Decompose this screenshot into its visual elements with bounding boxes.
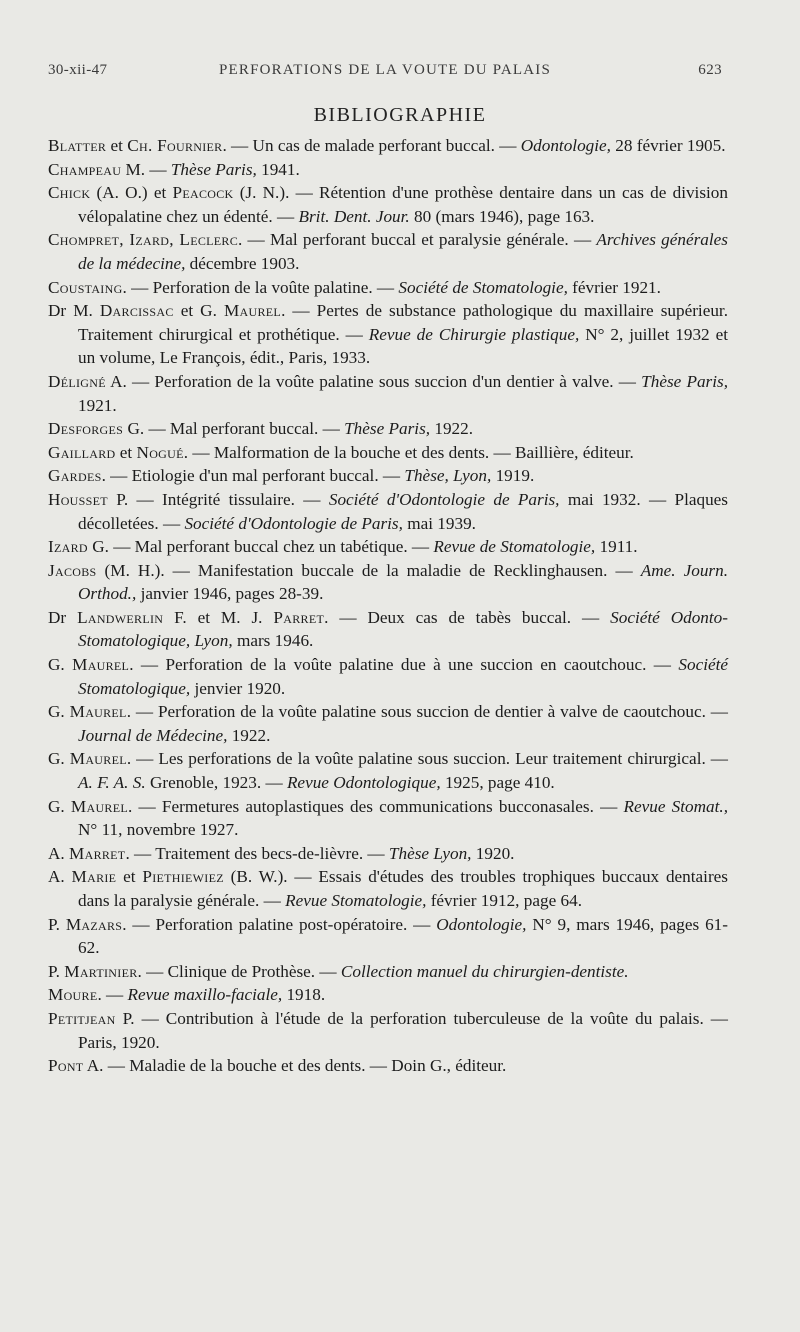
- entry-text: . — Fermetures autoplastiques des communications bucconasales. —: [128, 796, 624, 816]
- author-name: Marret: [69, 843, 126, 863]
- publication-title: Brit. Dent. Jour.: [298, 206, 410, 226]
- running-head: [48, 62, 722, 84]
- author-name: Maurel: [70, 796, 129, 816]
- author-name: Piethiewiez: [142, 867, 224, 887]
- entry-text: 1925, page 410.: [440, 773, 555, 793]
- publication-title: Thèse, Lyon,: [404, 466, 492, 486]
- entry-text: février 1921.: [567, 277, 661, 297]
- publication-title: Revue de Chirurgie plastique,: [368, 324, 580, 344]
- author-name: Pont: [48, 1056, 84, 1076]
- entry-text: A. — Maladie de la bouche et des dents. — Doin G., éditeur.: [83, 1056, 507, 1076]
- author-name: Maurel: [223, 301, 282, 321]
- entry-text: F. et M. J.: [163, 607, 274, 627]
- bibliography-entry: [48, 559, 728, 606]
- entry-text: (B. W.). — Essais d'études des troubles trophiques buccaux dentaires dans la paralysie générale. —: [78, 867, 728, 910]
- entry-text: G. — Mal perforant buccal. —: [123, 419, 345, 439]
- author-name: Jacobs: [48, 560, 97, 580]
- bibliography-entry: [48, 417, 728, 441]
- entry-text: . — Un cas de malade perforant buccal. —: [222, 136, 521, 155]
- publication-title: Société Stomatologique,: [78, 655, 728, 698]
- publication-title: Revue Odontologique,: [286, 773, 441, 793]
- author-name: Parret: [273, 607, 325, 627]
- author-name: Coustaing: [48, 277, 123, 297]
- bibliography-entry: [48, 960, 728, 984]
- author-name: Maurel: [72, 655, 130, 675]
- publication-title: Odontologie,: [436, 914, 527, 934]
- author-name: Blatter: [48, 136, 107, 155]
- entry-text: Dr M.: [48, 301, 100, 321]
- bibliography-entry: [48, 747, 728, 794]
- author-name: Marie: [71, 867, 117, 887]
- publication-title: Société de Stomatologie,: [398, 277, 568, 297]
- bibliography-entry: [48, 370, 728, 417]
- entry-text: G.: [48, 749, 70, 769]
- bibliography-list: [48, 134, 728, 1078]
- entry-text: . — Perforation de la voûte palatine due à une succion en caoutchouc. —: [129, 655, 679, 675]
- entry-text: . — Malformation de la bouche et des dents. — Baillière, éditeur.: [183, 442, 634, 462]
- publication-title: Revue Stomat.,: [623, 796, 728, 816]
- author-name: Mazars: [65, 914, 123, 934]
- bibliography-entry: [48, 181, 728, 228]
- bibliography-entry: [48, 1054, 728, 1078]
- entry-text: 1911.: [595, 537, 638, 557]
- author-name: Darcissac: [99, 301, 174, 321]
- author-name: Ch. Fournier: [127, 136, 223, 155]
- entry-text: 1919.: [491, 466, 535, 486]
- entry-text: mars 1946.: [232, 631, 314, 651]
- author-name: Petitjean: [48, 1008, 116, 1028]
- entry-text: (J. N.). — Rétention d'une prothèse dentaire dans un cas de division vélopalatine chez un édenté. —: [78, 183, 728, 226]
- entry-text: janvier 1946, pages 28-39.: [136, 584, 324, 604]
- entry-text: . — Traitement des becs-de-lièvre. —: [125, 843, 389, 863]
- publication-title: Journal de Médecine,: [78, 725, 228, 745]
- header-date: 30-xii-47: [48, 62, 108, 78]
- entry-text: (A. O.) et: [90, 183, 173, 203]
- entry-text: 1922.: [430, 419, 474, 439]
- publication-title: Archives générales de la médecine,: [78, 230, 728, 273]
- entry-text: 1921.: [78, 395, 117, 415]
- bibliography-entry: [48, 795, 728, 842]
- entry-text: N° 9, mars 1946, pages 61-62.: [78, 914, 728, 958]
- entry-text: G.: [48, 796, 71, 816]
- entry-text: . —: [97, 985, 128, 1005]
- bibliography-entry: [48, 606, 728, 653]
- bibliography-entry: [48, 464, 728, 488]
- entry-text: M. —: [121, 159, 171, 179]
- entry-text: décembre 1903.: [185, 253, 300, 273]
- author-name: Moure: [48, 985, 98, 1005]
- entry-text: N° 11, novembre 1927.: [78, 820, 239, 840]
- publication-title: Revue maxillo-faciale,: [127, 985, 283, 1005]
- entry-text: et: [115, 442, 137, 462]
- publication-title: A. F. A. S.: [78, 773, 146, 793]
- publication-title: Thèse Paris,: [344, 419, 431, 439]
- entry-text: Dr: [48, 607, 78, 627]
- author-name: Gardes: [48, 466, 102, 486]
- bibliography-entry: [48, 488, 728, 535]
- bibliography-entry: [48, 700, 728, 747]
- bibliography-entry: [48, 1007, 728, 1054]
- entry-text: A.: [48, 867, 72, 887]
- entry-text: 1918.: [282, 985, 326, 1005]
- publication-title: Société d'Odontologie de Paris,: [184, 513, 403, 533]
- entry-text: P. — Contribution à l'étude de la perforation tuberculeuse de la voûte du palais. — Paris, 1920.: [78, 1008, 728, 1052]
- entry-text: (M. H.). — Manifestation buccale de la maladie de Recklinghausen. —: [96, 560, 641, 580]
- publication-title: Thèse Lyon,: [388, 843, 472, 863]
- entry-text: . — Perforation de la voûte palatine sous succion de dentier à valve de caoutchouc. —: [126, 702, 728, 722]
- entry-text: P.: [48, 914, 66, 934]
- entry-text: 1941.: [256, 159, 300, 179]
- author-name: Chompret, Izard, Leclerc: [48, 230, 238, 250]
- author-name: Champeau: [48, 159, 122, 179]
- bibliography-entry: [48, 134, 728, 158]
- bibliography-entry: [48, 158, 728, 182]
- author-name: Maurel: [69, 749, 127, 769]
- header-title: PERFORATIONS DE LA VOUTE DU PALAIS: [218, 62, 552, 78]
- author-name: Peacock: [172, 183, 234, 203]
- publication-title: Thèse Paris,: [170, 159, 257, 179]
- author-name: Chick: [48, 183, 91, 203]
- bibliography-entry: [48, 276, 728, 300]
- entry-text: A. — Perforation de la voûte palatine sous succion d'un dentier à valve. —: [105, 371, 642, 391]
- entry-text: G.: [48, 702, 70, 722]
- publication-title: Société Odonto-Stomatologique, Lyon,: [78, 607, 728, 651]
- publication-title: Société d'Odontologie de Paris,: [328, 489, 560, 509]
- entry-text: et G.: [173, 301, 224, 321]
- entry-text: mai 1939.: [402, 513, 476, 533]
- author-name: Desforges: [48, 419, 124, 439]
- entry-text: Grenoble, 1923. —: [145, 773, 287, 793]
- entry-text: P. — Intégrité tissulaire. —: [107, 489, 329, 509]
- entry-text: . — Deux cas de tabès buccal. —: [324, 607, 611, 627]
- author-name: Nogué: [136, 442, 184, 462]
- publication-title: Odontologie,: [520, 136, 611, 155]
- entry-text: jenvier 1920.: [190, 678, 286, 698]
- publication-title: Revue de Stomatologie,: [433, 537, 596, 557]
- bibliography-entry: [48, 913, 728, 960]
- entry-text: . — Perforation de la voûte palatine. —: [122, 277, 399, 297]
- entry-text: et: [106, 136, 128, 155]
- entry-text: . — Pertes de substance pathologique du maxillaire supérieur. Traitement chirurgical et prothétique. —: [78, 301, 728, 344]
- publication-title: Revue Stomatologie,: [285, 891, 427, 910]
- bibliography-entry: [48, 441, 728, 465]
- author-name: Landwerlin: [77, 607, 164, 627]
- entry-text: 1922.: [227, 725, 271, 745]
- page-number: 623: [698, 62, 722, 78]
- author-name: Gaillard: [48, 442, 116, 462]
- author-name: Maurel: [69, 702, 127, 722]
- entry-text: A.: [48, 843, 70, 863]
- author-name: Déligné: [48, 371, 106, 391]
- bibliography-entry: [48, 865, 728, 912]
- entry-text: . — Mal perforant buccal et paralysie générale. —: [238, 230, 597, 250]
- author-name: Martinier: [64, 961, 138, 981]
- entry-text: N° 2, juillet 1932 et un volume, Le François, édit., Paris, 1933.: [78, 324, 728, 368]
- entry-text: P.: [48, 961, 65, 981]
- entry-text: . — Perforation palatine post-opératoire. —: [122, 914, 437, 934]
- author-name: Housset: [48, 489, 108, 509]
- entry-text: G. — Mal perforant buccal chez un tabétique. —: [87, 537, 434, 557]
- bibliography-entry: [48, 653, 728, 700]
- bibliography-entry: [48, 842, 728, 866]
- entry-text: 80 (mars 1946), page 163.: [409, 206, 595, 226]
- entry-text: et: [116, 867, 143, 887]
- publication-title: Collection manuel du chirurgien-dentiste.: [340, 961, 629, 981]
- section-title: BIBLIOGRAPHIE: [313, 104, 487, 126]
- entry-text: G.: [48, 655, 73, 675]
- entry-text: . — Clinique de Prothèse. —: [137, 961, 341, 981]
- entry-text: février 1912, page 64.: [426, 891, 582, 910]
- bibliography-entry: [48, 535, 728, 559]
- entry-text: 28 février 1905.: [610, 136, 726, 155]
- bibliography-entry: [48, 228, 728, 275]
- publication-title: Ame. Journ. Orthod.,: [78, 560, 728, 604]
- publication-title: Thèse Paris,: [641, 371, 729, 391]
- entry-text: . — Etiologie d'un mal perforant buccal. —: [101, 466, 405, 486]
- bibliography-entry: [48, 299, 728, 370]
- author-name: Izard: [48, 537, 88, 557]
- entry-text: 1920.: [471, 843, 515, 863]
- entry-text: mai 1932. — Plaques décolletées. —: [78, 489, 728, 533]
- bibliography-entry: [48, 983, 728, 1007]
- entry-text: . — Les perforations de la voûte palatine sous succion. Leur traitement chirurgical. —: [126, 749, 728, 769]
